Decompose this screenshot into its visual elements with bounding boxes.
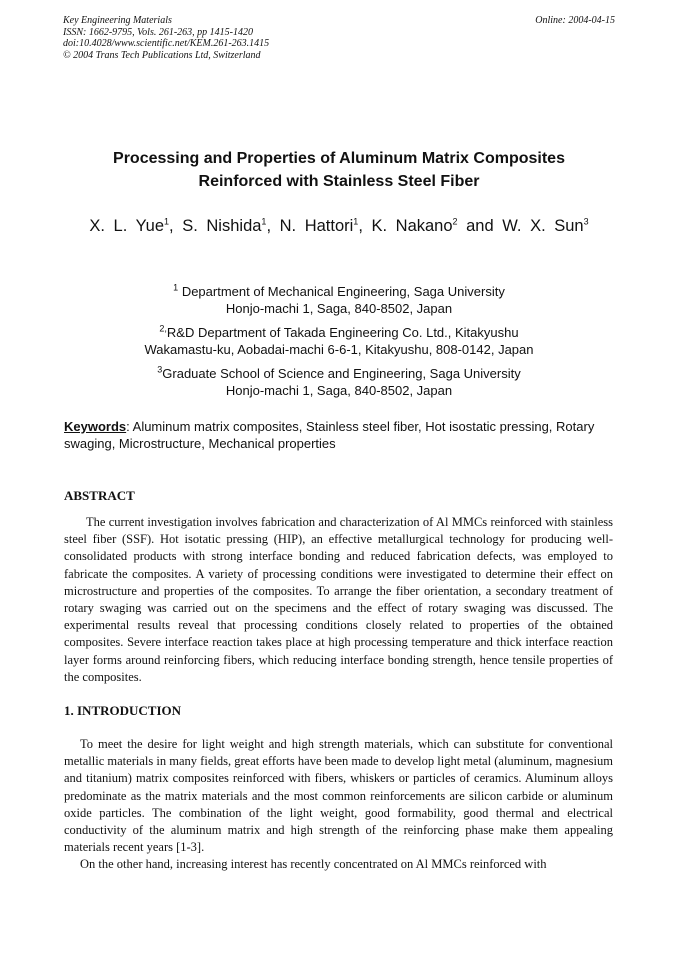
keywords-text: : Aluminum matrix composites, Stainless steel fiber, Hot isostatic pressing, Rotary swaging, Microstructure, Mechanical properties: [64, 419, 595, 451]
intro-paragraph-2: On the other hand, increasing interest has recently concentrated on Al MMCs reinforced with: [80, 857, 547, 872]
abstract-text: The current investigation involves fabrication and characterization of Al MMCs reinforced with stainless steel fiber (SSF). Hot isotatic pressing (HIP), an effective metallurgical technology for producing well-consolidated products with strong interface bonding and reduced fabrication defects, was employed to fabricate the composites. A variety of processing conditions were investigated to determine their effect on microstructure and properties of the composites. To arrange the fiber orientation, a secondary treatment of rotary swaging was carried out on the specimens and the effect of rotary swaging was discussed. The experimental results reveal that processing conditions closely related to properties of the obtained composites. Severe interface reaction takes place at high processing temperature and thick interface reaction layer forms around reinforcing fibers, which reducing interface bonding strength, hence tensile properties of the composites.: [64, 515, 613, 684]
abstract-body: [64, 514, 613, 686]
journal-name: Key Engineering Materials: [63, 15, 172, 26]
author-affil-mark: 1: [164, 216, 170, 227]
affiliation-address: Honjo-machi 1, Saga, 840-8502, Japan: [225, 301, 453, 316]
author-affil-mark: 3: [583, 216, 589, 227]
author-name: K. Nakano: [371, 217, 453, 235]
affiliation-mark: 3: [157, 364, 163, 375]
author-separator: ,: [169, 217, 183, 235]
author-name: W. X. Sun: [502, 217, 584, 235]
title-line-1: Processing and Properties of Aluminum Matrix Composites: [113, 150, 565, 167]
affiliation-line: Graduate School of Science and Engineering, Saga University: [162, 366, 521, 381]
author-name: N. Hattori: [279, 217, 354, 235]
affiliation-line: Department of Mechanical Engineering, Saga University: [181, 284, 505, 299]
doi-line: doi:10.4028/www.scientific.net/KEM.261-263.1415: [63, 38, 270, 49]
author-name: S. Nishida: [182, 217, 262, 235]
issn-line: ISSN: 1662-9795, Vols. 261-263, pp 1415-1420: [63, 26, 253, 38]
online-date: Online: 2004-04-15: [535, 15, 615, 26]
introduction-heading: 1. INTRODUCTION: [64, 703, 182, 718]
affiliation-line: R&D Department of Takada Engineering Co. Ltd., Kitakyushu: [166, 325, 519, 340]
author-affil-mark: 1: [353, 216, 359, 227]
copyright-line: © 2004 Trans Tech Publications Ltd, Switzerland: [63, 49, 261, 61]
author-affil-mark: 2: [452, 216, 458, 227]
keywords-label: Keywords: [64, 419, 127, 434]
affiliation-1: [40, 283, 638, 317]
author-list: [20, 217, 658, 236]
keywords-block: [64, 418, 616, 452]
author-separator: ,: [358, 217, 372, 235]
author-separator: and: [457, 217, 503, 235]
author-separator: ,: [266, 217, 280, 235]
affiliation-3: [40, 365, 638, 399]
introduction-body: [64, 736, 613, 874]
affiliation-address: Honjo-machi 1, Saga, 840-8502, Japan: [225, 383, 453, 398]
affiliation-mark: 2,: [159, 323, 167, 334]
author-affil-mark: 1: [261, 216, 267, 227]
paper-title: [40, 147, 638, 193]
abstract-heading: ABSTRACT: [64, 488, 135, 503]
affiliation-address: Wakamastu-ku, Aobadai-machi 6-6-1, Kitakyushu, 808-0142, Japan: [144, 342, 534, 357]
intro-paragraph-1: To meet the desire for light weight and high strength materials, which can substitute for conventional metallic materials in many fields, great efforts have been made to develop light metal (aluminum, magnesium and titanium) matrix composites reinforced with fibers, whiskers or particles of ceramics. Aluminum alloys predominate as the matrix materials and the most common reinforcements are silicon carbide or aluminum oxide particles. The combination of the light weight, good formability, good thermal and electrical conductivity of the aluminum matrix and high strength of the reinforcing phase make them appealing materials recent years [1-3].: [64, 737, 613, 855]
title-line-2: Reinforced with Stainless Steel Fiber: [198, 173, 480, 190]
journal-metadata: [63, 15, 269, 61]
author-name: X. L. Yue: [89, 217, 165, 235]
affiliation-mark: 1: [173, 282, 179, 293]
affiliation-2: [40, 324, 638, 358]
